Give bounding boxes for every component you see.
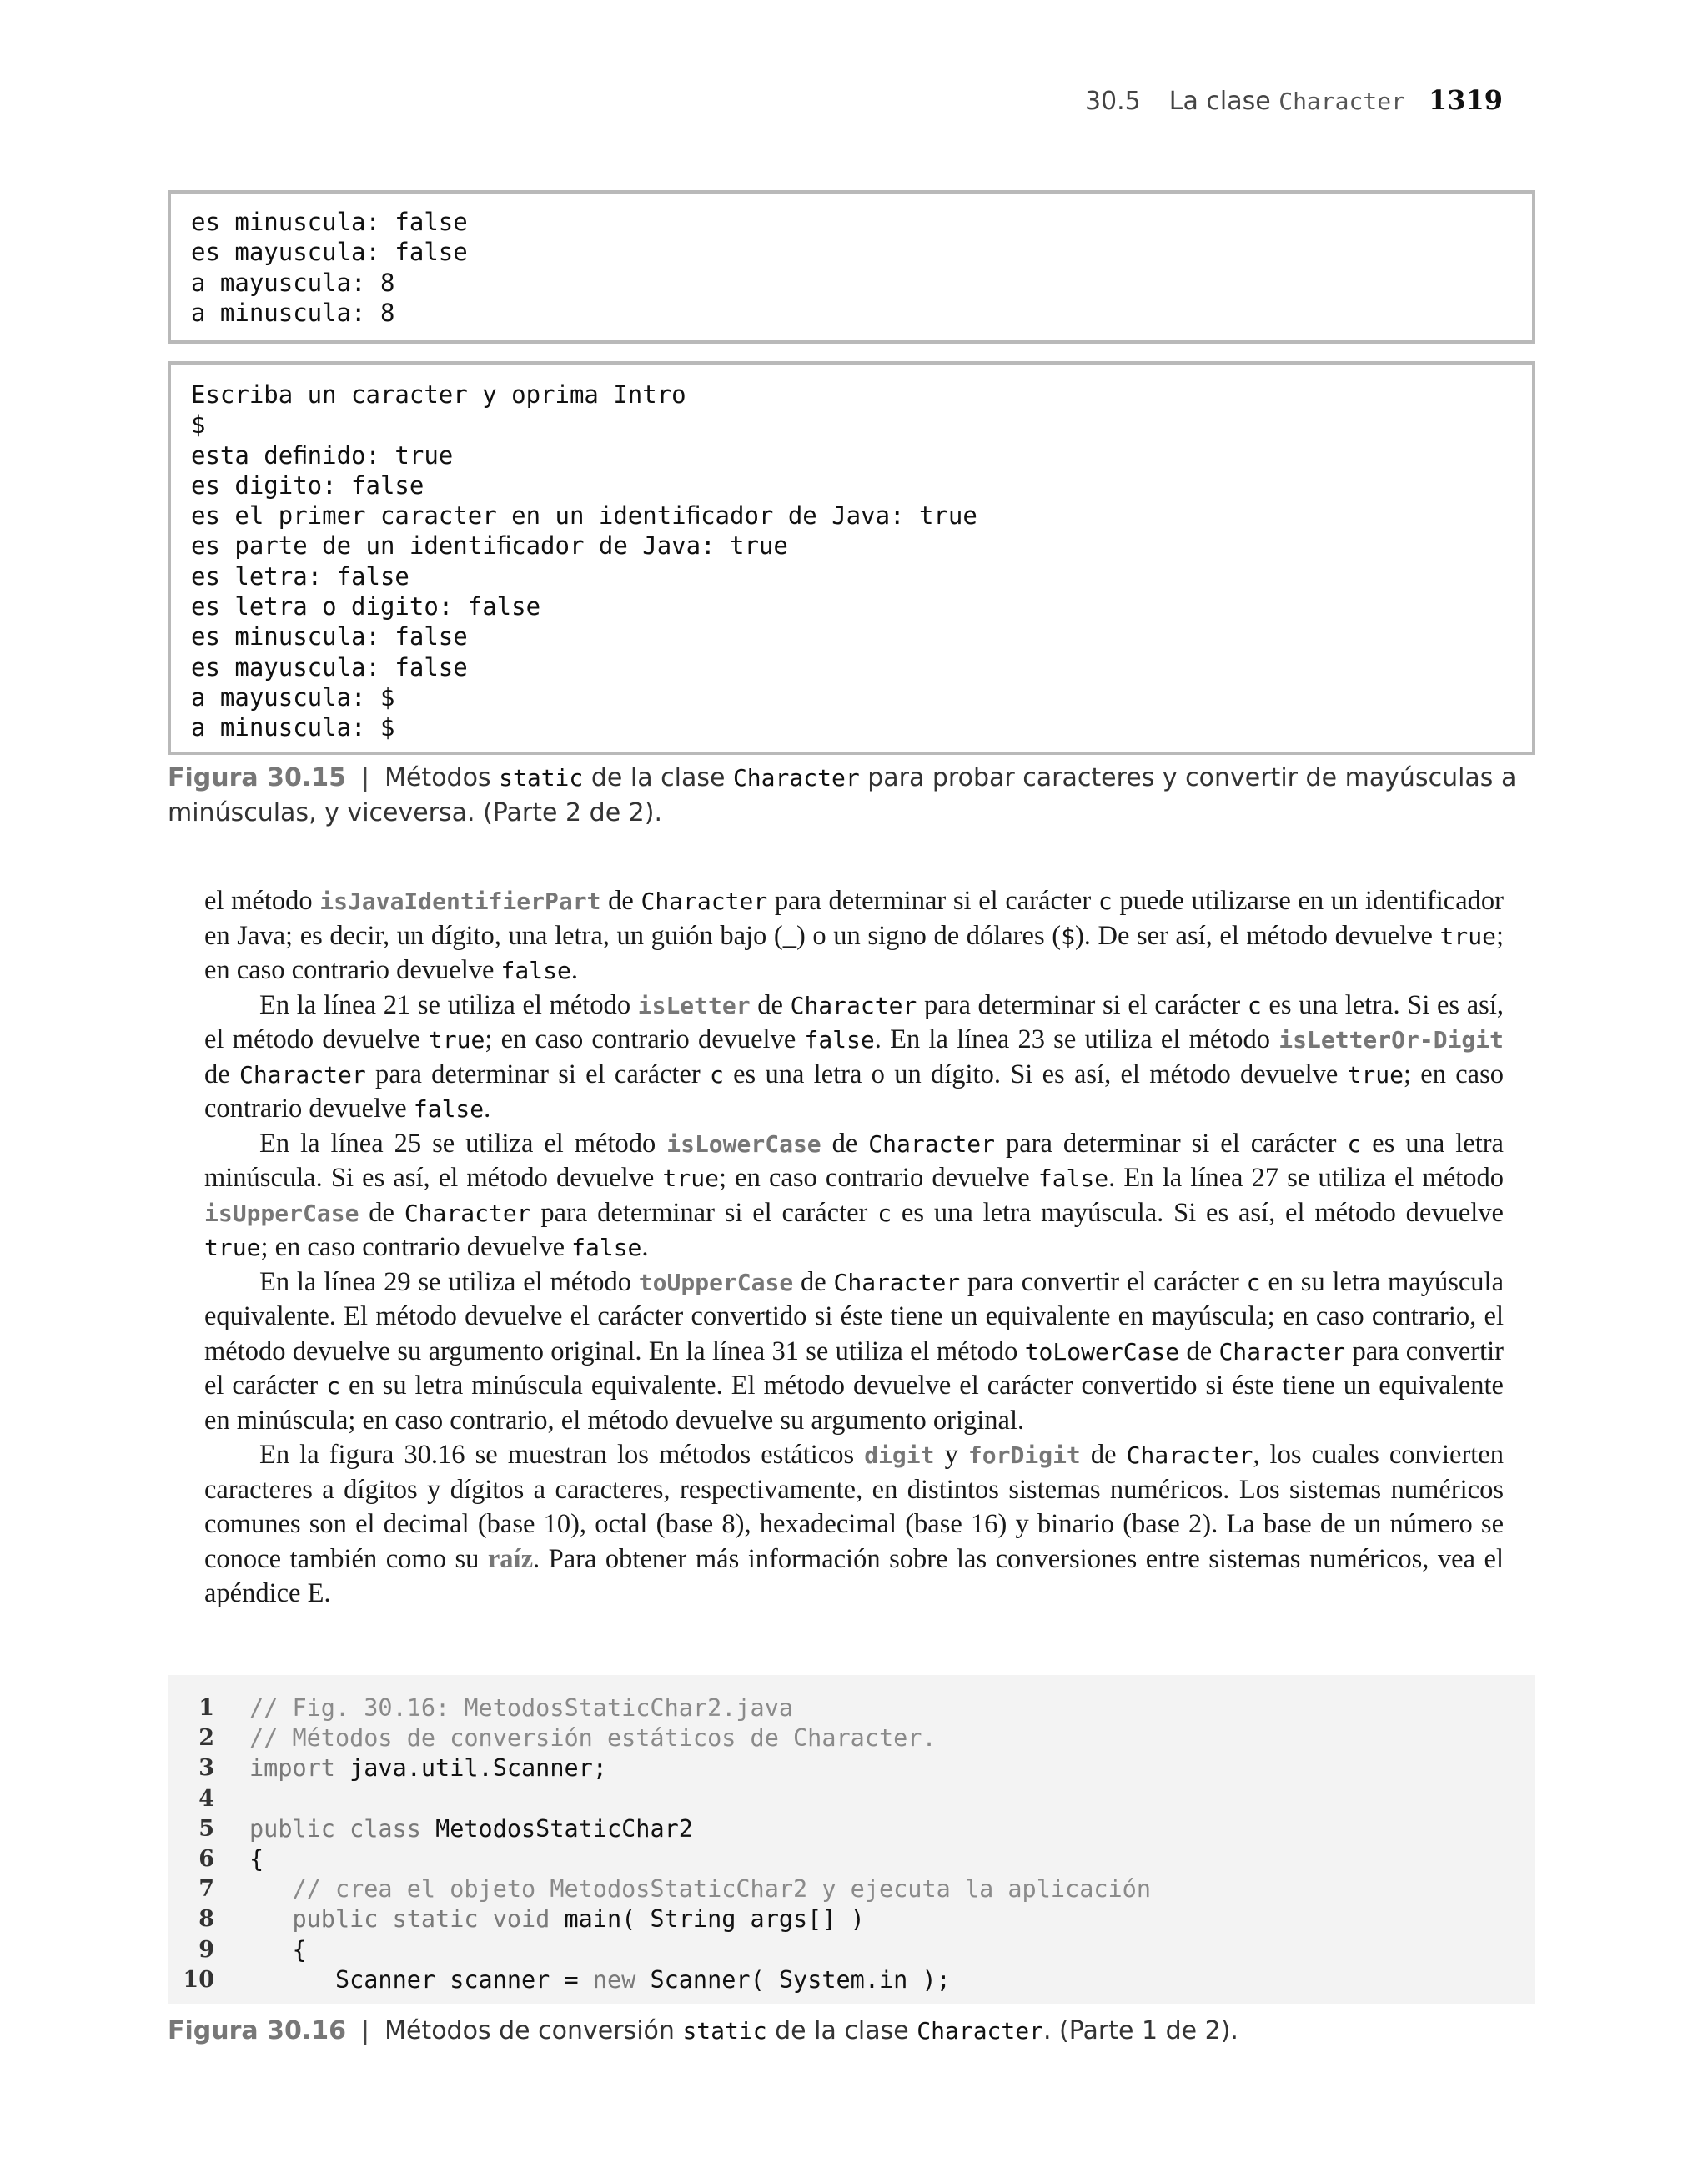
text-run: para probar caracteres y convertir de mayúsculas a minúsculas, y viceversa. (Parte 2 de 2). [168,763,1517,827]
inline-code: $ [1061,922,1075,950]
text-run: es una letra. Si es así, el método devuelve [204,989,1504,1054]
code-keyword: new [592,1965,636,1994]
inline-code: true [428,1026,485,1054]
line-number: 5 [198,1815,214,1842]
code-line [168,1723,1535,1753]
highlighted-method-name: forDigit [967,1441,1081,1469]
code-listing [168,1675,1535,2004]
output-line: es mayuscula: false [191,238,468,267]
code-source [249,1814,693,1844]
code-line [168,1693,1535,1723]
code-source [249,1723,937,1753]
code-text: MetodosStaticChar2 [420,1814,693,1843]
code-line [168,1784,1535,1814]
text-run: En la figura 30.16 se muestran los métodos estáticos [259,1440,865,1470]
inline-code: c [1347,1129,1362,1158]
code-keyword: public static void [249,1905,550,1934]
text-run: para determinar si el carácter [917,989,1248,1020]
text-run: ; en caso contrario devuelve [718,1163,1038,1193]
inline-code: c [1247,991,1262,1019]
inline-code: c [1098,888,1113,915]
output-line: es minuscula: false [191,622,468,651]
inline-code: Character [1126,1441,1253,1469]
body-paragraph [204,1438,1504,1612]
code-line [168,1904,1535,1934]
inline-code: true [1347,1060,1404,1089]
text-run: . (Parte 1 de 2). [1042,2016,1238,2045]
program-output-box-2 [168,361,1535,755]
highlighted-method-name: toUpperCase [638,1268,794,1296]
inline-code: true [1439,922,1496,950]
text-run: de [1179,1335,1219,1366]
text-run: para determinar si el carácter [530,1197,878,1228]
text-run: En la línea 21 se utiliza el método [259,989,638,1020]
code-text: Scanner scanner = [249,1965,593,1994]
code-source [249,1693,793,1723]
highlighted-method-name: isJavaIdentifierPart [319,888,601,915]
code-text: { [249,1844,264,1873]
inline-code: Character [868,1129,996,1158]
text-run: es una letra o un dígito. Si es así, el método devuelve [723,1059,1348,1089]
text-run: el método [204,886,320,916]
inline-code: Character [833,1268,961,1296]
inline-code: false [804,1026,875,1054]
text-run: de [359,1197,404,1228]
text-run: para determinar si el carácter [767,886,1098,916]
code-source [249,1753,607,1783]
line-number: 7 [198,1876,214,1903]
page-number: 1319 [1428,84,1503,116]
text-run: de la clase [766,2016,917,2045]
code-line [168,1874,1535,1904]
text-run: . [484,1094,491,1124]
line-number: 2 [198,1725,214,1752]
text-run: para convertir el carácter [204,1335,1504,1401]
inline-code: c [1246,1268,1261,1296]
line-number: 8 [198,1906,214,1933]
code-line [168,1753,1535,1783]
code-source [249,1904,865,1934]
output-line: es letra: false [191,561,409,591]
code-comment: // crea el objeto MetodosStaticChar2 y ejecuta la aplicación [249,1875,1151,1904]
highlighted-method-name: isLetter [637,991,751,1019]
inline-code: Character [404,1199,531,1227]
inline-code: c [709,1060,724,1089]
inline-code: static [499,764,584,792]
code-comment: // Fig. 30.16: MetodosStaticChar2.java [249,1694,794,1722]
line-number: 4 [198,1785,214,1812]
body-paragraph [204,1127,1504,1265]
text-run: En la línea 25 se utiliza el método [259,1128,667,1159]
code-source [249,1874,1151,1904]
text-run: . En la línea 27 se utiliza el método [1108,1163,1505,1193]
output-line: es minuscula: false [191,208,468,236]
inline-code: Character [640,888,768,915]
text-run: de [600,886,641,916]
output-line: a mayuscula: $ [191,682,395,712]
text-run: . En la línea 23 se utiliza el método [874,1024,1279,1054]
section-number: 30.5 [1084,87,1141,116]
program-output-box-1 [168,190,1535,344]
text-run: . Para obtener más información sobre las conversiones entre sistemas numéricos, vea el apéndice E. [204,1543,1504,1608]
text-run: ; en caso contrario devuelve [204,1059,1505,1124]
code-keyword: import [249,1754,335,1783]
code-text: java.util.Scanner; [334,1754,607,1783]
text-run: de la clase [583,763,733,792]
inline-code: false [500,957,571,984]
output-line: a minuscula: 8 [191,298,395,327]
text-run: de [793,1266,834,1297]
text-run: . [570,955,578,985]
body-paragraph [204,1265,1504,1439]
output-line: $ [191,410,206,440]
text-run: puede utilizarse en un identificador en Java; es decir, un dígito, una letra, un guión bajo (_) o un signo de dólares ( [204,886,1504,951]
running-header [1085,83,1503,118]
text-run: Métodos de conversión [384,2016,683,2045]
output-line: a minuscula: $ [191,713,395,742]
highlighted-method-name: isLowerCase [666,1129,821,1158]
text-run: en su letra mayúscula equivalente. El método devuelve el carácter convertido si éste tiene un equivalente en mayúscula; en caso contrario, el método devuelve su argumento original. En la línea 31 se utiliza el método [204,1266,1504,1366]
line-number: 1 [198,1695,214,1721]
text-run: ; en caso contrario devuelve [260,1232,572,1262]
code-source [249,1965,951,1995]
code-source [249,1935,307,1965]
inline-code: Character [790,991,917,1019]
output-line: Escriba un caracter y oprima Intro [191,380,686,409]
highlighted-method-name: isUpperCase [204,1199,359,1227]
output-line: es el primer caracter en un identiﬁcador de Java: true [191,501,977,531]
line-number: 6 [198,1845,214,1872]
code-line [168,1844,1535,1874]
section-title-prefix: La clase [1168,87,1279,116]
inline-code: c [877,1199,892,1227]
section-title-code: Character [1278,88,1405,115]
inline-code: toLowerCase [1024,1337,1180,1366]
text-run: de [1080,1440,1127,1470]
code-source [249,1844,264,1874]
inline-code: Character [732,764,860,792]
text-run: En la línea 29 se utiliza el método [259,1266,639,1297]
inline-code: c [326,1372,341,1400]
code-text: main( String args[] ) [550,1905,865,1934]
caption-separator: | [360,763,370,792]
text-run: ). De ser así, el método devuelve [1074,920,1440,951]
text-run: de [750,989,791,1020]
code-line [168,1965,1535,1995]
code-text: { [249,1935,307,1964]
defined-term: raíz [487,1543,534,1574]
code-keyword: public class [249,1814,421,1843]
highlighted-method-name: isLetterOr-Digit [1278,1026,1504,1054]
code-text: Scanner( System.in ); [635,1965,951,1994]
inline-code: false [1037,1164,1109,1192]
text-run: ; en caso contrario devuelve [204,920,1504,985]
text-run: . [641,1232,649,1262]
body-paragraph [204,988,1504,1127]
output-line: es parte de un identiﬁcador de Java: true [191,531,788,561]
body-text [204,884,1504,1612]
inline-code: true [204,1234,261,1261]
output-line: es digito: false [191,470,424,500]
inline-code: Character [917,2017,1043,2045]
line-number: 10 [183,1966,214,1993]
inline-code: static [682,2017,767,2045]
caption-separator: | [360,2016,370,2045]
figure-caption-30-15 [168,761,1535,831]
text-run: y [934,1440,968,1470]
caption-text [384,2016,1238,2045]
text-run: en su letra minúscula equivalente. El método devuelve el carácter convertido si éste tiene un equivalente en minúscula; en caso contrario, el método devuelve su argumento original. [204,1371,1504,1436]
text-run: , los cuales convierten caracteres a dígitos y dígitos a caracteres, respectivamente, en distintos sistemas numéricos. Los sistemas numéricos comunes son el decimal (base 10), octal (base 8), hexadecimal (base 16) y binario (base 2). La base de un número se conoce también como su [204,1440,1505,1574]
text-run: ; en caso contrario devuelve [485,1024,805,1054]
output-line: a mayuscula: 8 [191,268,395,297]
text-run: de [204,1059,239,1089]
text-run: para convertir el carácter [960,1266,1247,1297]
code-comment: // Métodos de conversión estáticos de Character. [249,1724,937,1753]
output-line: es mayuscula: false [191,652,468,682]
output-line: esta deﬁnido: true [191,440,454,470]
text-run: es una letra minúscula. Si es así, el método devuelve [204,1128,1504,1193]
text-run: de [821,1128,869,1159]
inline-code: false [571,1234,642,1261]
text-run: Métodos [384,763,500,792]
inline-code: Character [1218,1337,1346,1366]
code-line [168,1814,1535,1844]
text-run: para determinar si el carácter [995,1128,1348,1159]
figure-caption-30-16 [168,2014,1535,2049]
figure-label: Figura 30.16 [168,2016,346,2045]
text-run: para determinar si el carácter [365,1059,710,1089]
inline-code: true [662,1164,719,1192]
inline-code: Character [239,1060,366,1089]
figure-label: Figura 30.15 [168,763,346,792]
caption-text [168,763,1516,827]
output-line: es letra o digito: false [191,592,541,621]
body-paragraph [204,884,1504,988]
highlighted-method-name: digit [864,1441,935,1469]
line-number: 9 [198,1936,214,1963]
code-line [168,1935,1535,1965]
line-number: 3 [198,1755,214,1782]
text-run: es una letra mayúscula. Si es así, el método devuelve [892,1197,1504,1228]
inline-code: false [413,1095,485,1123]
